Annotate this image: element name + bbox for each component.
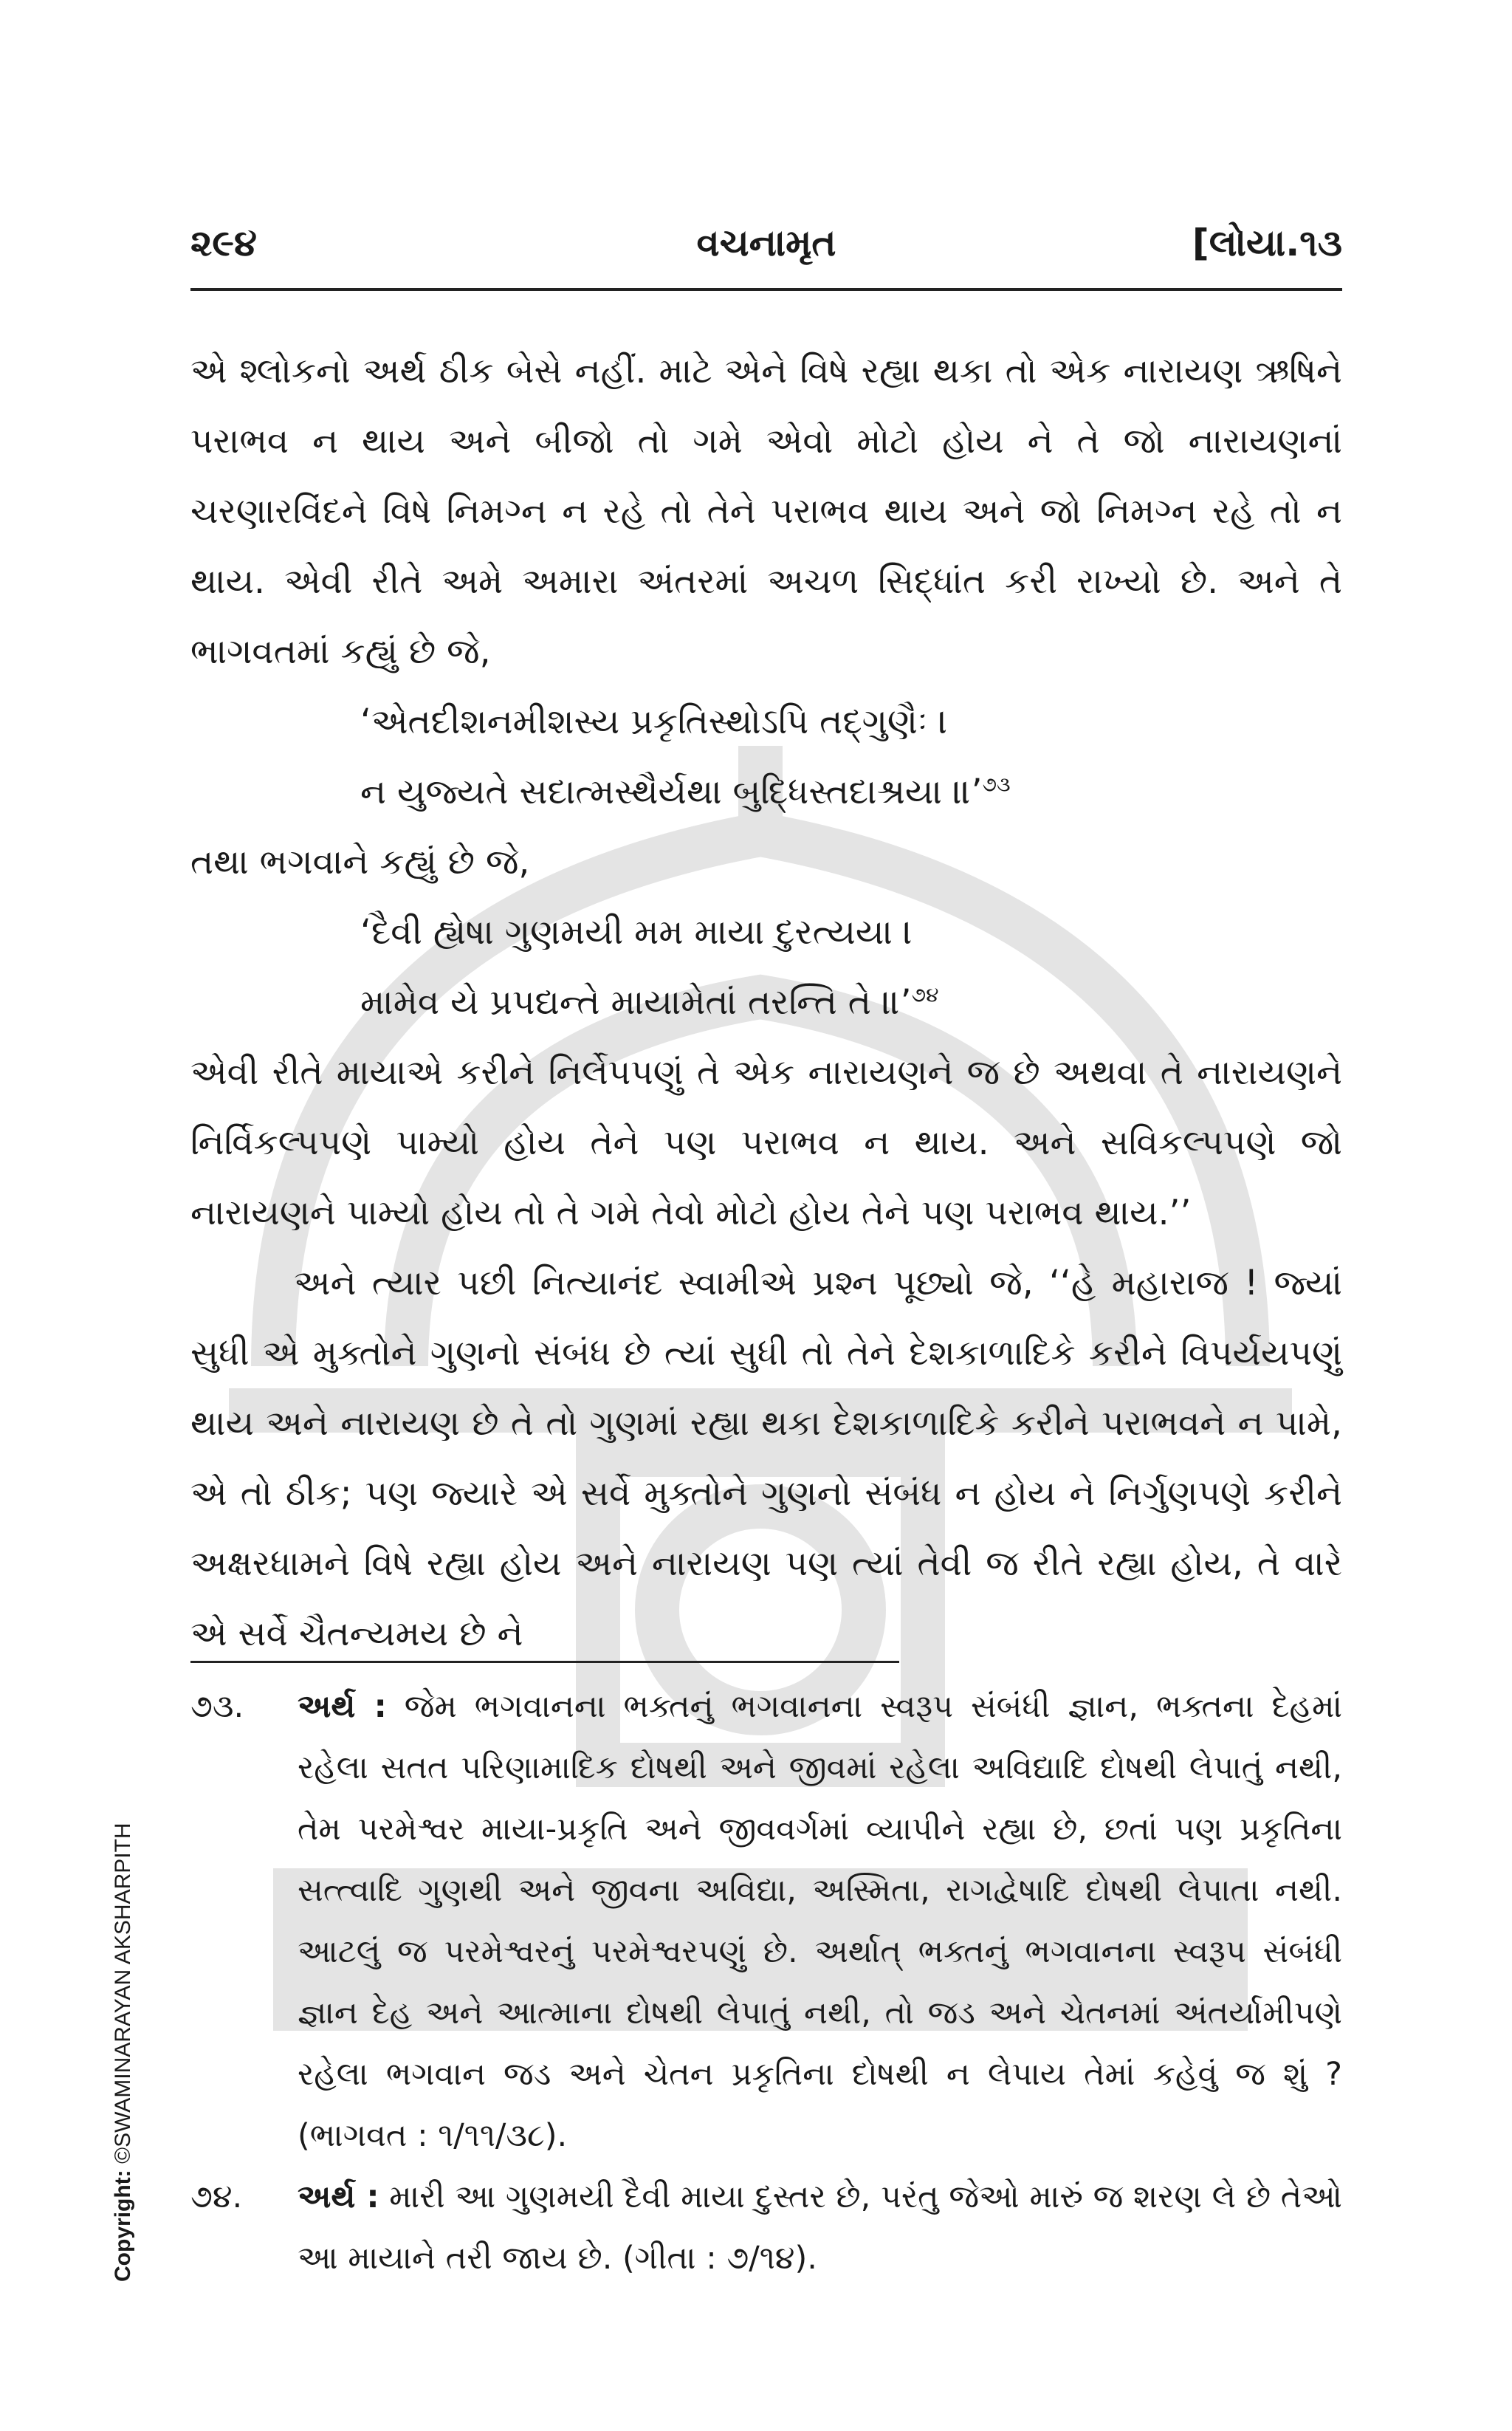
- page-number: ૨૯૪: [190, 222, 257, 264]
- section-reference: [લોયા.૧૩: [1192, 222, 1342, 264]
- verse-1-line-2-text: ન યુજ્યતે સદાત્મસ્થૈર્યથા બુદ્ધિસ્તદાશ્રયા ॥’: [360, 772, 983, 812]
- footnote-number: ૭૩.: [190, 1688, 244, 1725]
- footnote-73: [190, 1676, 1342, 2167]
- verse-2-line-2: [360, 967, 1342, 1038]
- footnote-text: [298, 2167, 1342, 2289]
- verse-2-line-1: ‘દૈવી હ્યેષા ગુણમયી મમ માયા દુરત્યયા ।: [360, 912, 913, 953]
- page-header: [190, 222, 1342, 281]
- footnote-ref-73[interactable]: ૭૩: [982, 772, 1011, 797]
- copyright-label: Copyright:: [111, 2170, 135, 2282]
- footnotes: [190, 1676, 1342, 2289]
- paragraph-4: અને ત્યાર પછી નિત્યાનંદ સ્વામીએ પ્રશ્ન પૂછ્યો જે, ‘‘હે મહારાજ ! જ્યાં સુધી એ મુક્તોને ગુણનો સંબંધ છે ત્યાં સુધી તો તેને દેશકાળાદિકે કરીને વિપર્યયપણું થાય અને નારાયણ છે તે તો ગુણમાં રહ્યા થકા દેશકાળાદિકે કરીને પરાભવને ન પામે, એ તો ઠીક; પણ જ્યારે એ સર્વે મુક્તોને ગુણનો સંબંધ ન હોય ને નિર્ગુણપણે કરીને અક્ષરધામને વિષે રહ્યા હોય અને નારાયણ પણ ત્યાં તેવી જ રીતે રહ્યા હોય, તે વારે એ સર્વે ચૈતન્યમય છે ને: [190, 1263, 1342, 1654]
- running-title: વચનામૃત: [696, 222, 836, 264]
- footnote-label: અર્થ :: [298, 1688, 387, 1725]
- header-rule: [190, 288, 1342, 291]
- copyright-text: ©SWAMINARAYAN AKSHARPITH: [111, 1823, 135, 2170]
- copyright-notice: [111, 1823, 136, 2282]
- footnote-label: અર્થ :: [298, 2178, 379, 2215]
- verse-1: [190, 687, 1342, 827]
- verse-2: [190, 897, 1342, 1038]
- verse-1-line-1: ‘એતદીશનમીશસ્ય પ્રકૃતિસ્થોઽપિ તદ્‌ગુણૈઃ ।: [360, 702, 948, 742]
- paragraph-2: તથા ભગવાને કહ્યું છે જે,: [190, 842, 530, 882]
- footnote-number: ૭૪.: [190, 2178, 243, 2215]
- verse-2-line-2-text: મામેવ યે પ્રપદ્યન્તે માયામેતાં તરન્તિ તે ॥’: [360, 982, 912, 1023]
- footnote-body: જેમ ભગવાનના ભક્તનું ભગવાનના સ્વરૂપ સંબંધી જ્ઞાન, ભક્તના દેહમાં રહેલા સતત પરિણામાદિક દોષથી અને જીવમાં રહેલા અવિદ્યાદિ દોષથી લેપાતું નથી, તેમ પરમેશ્વર માયા-પ્રકૃતિ અને જીવવર્ગમાં વ્યાપીને રહ્યા છે, છતાં પણ પ્રકૃતિના સત્ત્વાદિ ગુણથી અને જીવના અવિદ્યા, અસ્મિતા, રાગદ્વેષાદિ દોષથી લેપાતા નથી. આટલું જ પરમેશ્વરનું પરમેશ્વરપણું છે. અર્થાત્ ભક્તનું ભગવાનના સ્વરૂપ સંબંધી જ્ઞાન દેહ અને આત્માના દોષથી લેપાતું નથી, તો જડ અને ચેતનમાં અંતર્યામીપણે રહેલા ભગવાન જડ અને ચેતન પ્રકૃતિના દોષથી ન લેપાય તેમાં કહેવું જ શું ? (ભાગવત : ૧/૧૧/૩૮).: [298, 1688, 1342, 2154]
- verse-1-line-2: [360, 757, 1342, 827]
- footnote-rule: [190, 1661, 899, 1663]
- paragraph-1: એ શ્લોકનો અર્થ ઠીક બેસે નહીં. માટે એને વિષે રહ્યા થકા તો એક નારાયણ ઋષિને પરાભવ ન થાય અને બીજો તો ગમે એવો મોટો હોય ને તે જો નારાયણનાં ચરણારવિંદને વિષે નિમગ્ન ન રહે તો તેને પરાભવ થાય અને જો નિમગ્ન રહે તો ન થાય. એવી રીતે અમે અમારા અંતરમાં અચળ સિદ્ધાંત કરી રાખ્યો છે. અને તે ભાગવતમાં કહ્યું છે જે,: [190, 351, 1342, 672]
- body-text: [190, 336, 1342, 1669]
- footnote-ref-74[interactable]: ૭૪: [911, 982, 939, 1007]
- paragraph-3: એવી રીતે માયાએ કરીને નિર્લેપપણું તે એક નારાયણને જ છે અથવા તે નારાયણને નિર્વિકલ્પપણે પામ્યો હોય તેને પણ પરાભવ ન થાય. અને સવિકલ્પપણે જો નારાયણને પામ્યો હોય તો તે ગમે તેવો મોટો હોય તેને પણ પરાભવ થાય.’’: [190, 1052, 1342, 1233]
- footnote-74: [190, 2167, 1342, 2289]
- footnote-body: મારી આ ગુણમયી દૈવી માયા દુસ્તર છે, પરંતુ જેઓ મારું જ શરણ લે છે તેઓ આ માયાને તરી જાય છે. (ગીતા : ૭/૧૪).: [298, 2178, 1342, 2277]
- footnote-text: [298, 1676, 1342, 2167]
